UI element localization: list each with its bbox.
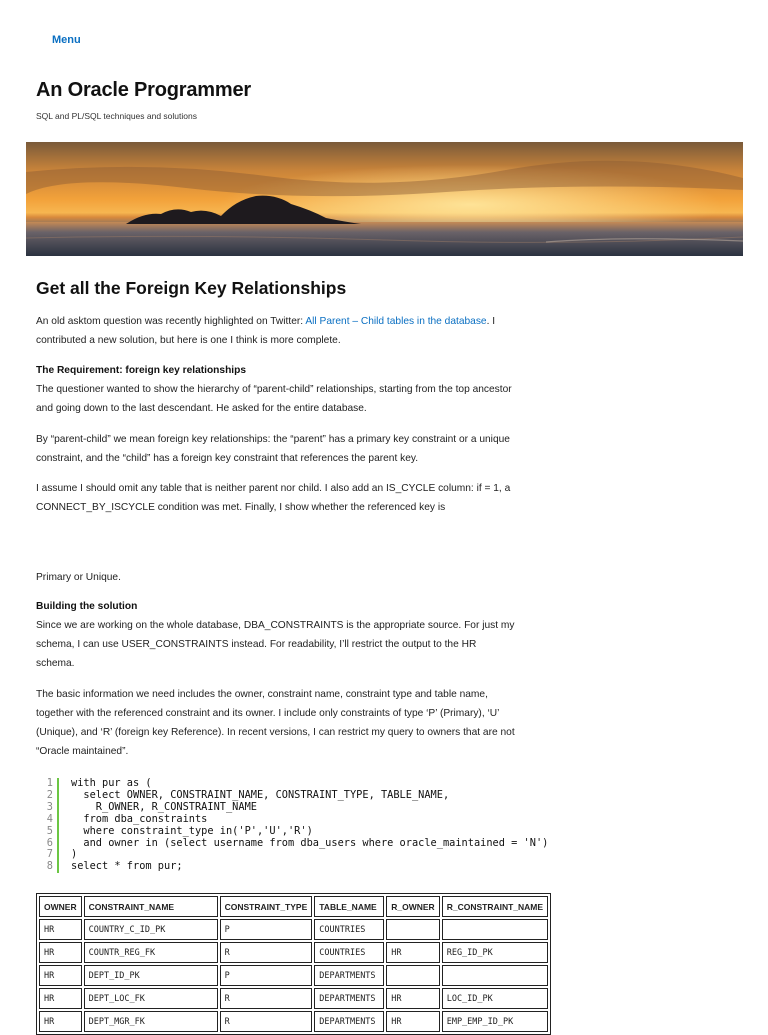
intro-text-after: . I contributed a new solution, but here is one I think is more complete. xyxy=(36,316,496,346)
site-description: SQL and PL/SQL techniques and solutions xyxy=(36,111,197,121)
paragraph-building: Since we are working on the whole database, DBA_CONSTRAINTS is the appropriate source. For just my schema, I can use USER_CONSTRAINTS instead. For readability, I’ll restrict the output to the HR schema. xyxy=(36,620,515,669)
line-number: 2 xyxy=(36,790,59,802)
paragraph-basic-info: The basic information we need includes the owner, constraint name, constraint type and table name, together with the referenced constraint and its owner. I include only constraints of type ‘P’ (Primary), ‘U’ (Unique), and ‘R’ (foreign key Reference). In recent versions, I can restrict my query to owners that are not “Oracle maintained”. xyxy=(36,689,515,757)
code-text: from dba_constraints xyxy=(71,812,208,825)
table-cell: P xyxy=(220,965,313,986)
post-title: Get all the Foreign Key Relationships xyxy=(36,278,347,298)
table-cell: HR xyxy=(39,988,82,1009)
code-text: ) xyxy=(71,848,78,861)
table-cell xyxy=(386,919,439,940)
heading-building: Building the solution xyxy=(36,601,138,612)
column-header: CONSTRAINT_NAME xyxy=(84,896,218,917)
table-row xyxy=(39,919,548,940)
paragraph-omit: I assume I should omit any table that is neither parent nor child. I also add an IS_CYCLE column: if = 1, a CONNECT_BY_ISCYCLE condition was met. Finally, I show whether the referenced key is xyxy=(36,483,511,513)
table-cell xyxy=(442,919,548,940)
code-text: select * from pur; xyxy=(71,860,183,873)
table-cell: HR xyxy=(39,919,82,940)
table-row xyxy=(39,988,548,1009)
table-header-row xyxy=(39,896,548,917)
table-cell: DEPT_MGR_FK xyxy=(84,1011,218,1032)
table-cell: P xyxy=(220,919,313,940)
code-text: with pur as ( xyxy=(71,777,152,789)
table-cell: HR xyxy=(386,942,439,963)
table-cell: LOC_ID_PK xyxy=(442,988,548,1009)
paragraph-primary-unique: Primary or Unique. xyxy=(36,572,121,583)
table-cell: DEPT_ID_PK xyxy=(84,965,218,986)
table-cell: DEPARTMENTS xyxy=(314,1011,384,1032)
table-cell: HR xyxy=(39,965,82,986)
code-text: where constraint_type in('P','U','R') xyxy=(71,824,313,837)
table-cell: REG_ID_PK xyxy=(442,942,548,963)
table-cell: COUNTR_REG_FK xyxy=(84,942,218,963)
code-line xyxy=(36,826,656,838)
table-cell: DEPARTMENTS xyxy=(314,988,384,1009)
header-sunset-image xyxy=(26,142,743,256)
table-cell: COUNTRIES xyxy=(314,919,384,940)
table-row xyxy=(39,1011,548,1032)
heading-requirement: The Requirement: foreign key relationships xyxy=(36,365,247,376)
table-cell: EMP_EMP_ID_PK xyxy=(442,1011,548,1032)
table-cell: COUNTRY_C_ID_PK xyxy=(84,919,218,940)
table-cell: HR xyxy=(386,1011,439,1032)
code-text: R_OWNER, R_CONSTRAINT_NAME xyxy=(71,800,257,813)
code-text: and owner in (select username from dba_users where oracle_maintained = 'N') xyxy=(71,836,549,849)
code-line xyxy=(36,838,656,850)
column-header: TABLE_NAME xyxy=(314,896,384,917)
table-cell: COUNTRIES xyxy=(314,942,384,963)
code-line xyxy=(36,802,656,814)
menu-link[interactable]: Menu xyxy=(52,34,81,46)
asktom-link[interactable]: All Parent – Child tables in the database xyxy=(305,316,487,327)
column-header: R_CONSTRAINT_NAME xyxy=(442,896,548,917)
paragraph-parent-child: By “parent-child” we mean foreign key relationships: the “parent” has a primary key constraint or a unique constraint, and the “child” has a foreign key constraint that references the parent key. xyxy=(36,434,510,464)
table-cell: R xyxy=(220,988,313,1009)
intro-paragraph xyxy=(36,312,516,350)
table-cell: R xyxy=(220,942,313,963)
code-block xyxy=(36,778,656,873)
line-number: 6 xyxy=(36,838,59,850)
column-header: R_OWNER xyxy=(386,896,439,917)
intro-text-before: An old asktom question was recently highlighted on Twitter: xyxy=(36,316,306,327)
line-number: 1 xyxy=(36,778,59,790)
code-line xyxy=(36,814,656,826)
table-cell: DEPT_LOC_FK xyxy=(84,988,218,1009)
table-cell xyxy=(386,965,439,986)
line-number: 5 xyxy=(36,826,59,838)
table-cell: HR xyxy=(39,1011,82,1032)
table-cell: HR xyxy=(386,988,439,1009)
line-number: 7 xyxy=(36,849,59,861)
table-row xyxy=(39,965,548,986)
site-title[interactable]: An Oracle Programmer xyxy=(36,79,251,101)
constraints-result-table xyxy=(36,893,551,1035)
line-number: 8 xyxy=(36,861,59,873)
table-row xyxy=(39,942,548,963)
table-cell: R xyxy=(220,1011,313,1032)
table-cell: DEPARTMENTS xyxy=(314,965,384,986)
column-header: CONSTRAINT_TYPE xyxy=(220,896,313,917)
code-text: select OWNER, CONSTRAINT_NAME, CONSTRAINT_TYPE, TABLE_NAME, xyxy=(71,788,450,801)
paragraph-requirement: The questioner wanted to show the hierarchy of “parent-child” relationships, starting from the top ancestor and going down to the last descendant. He asked for the entire database. xyxy=(36,384,512,414)
column-header: OWNER xyxy=(39,896,82,917)
table-cell: HR xyxy=(39,942,82,963)
code-line xyxy=(36,861,656,873)
line-number: 3 xyxy=(36,802,59,814)
line-number: 4 xyxy=(36,814,59,826)
table-cell xyxy=(442,965,548,986)
